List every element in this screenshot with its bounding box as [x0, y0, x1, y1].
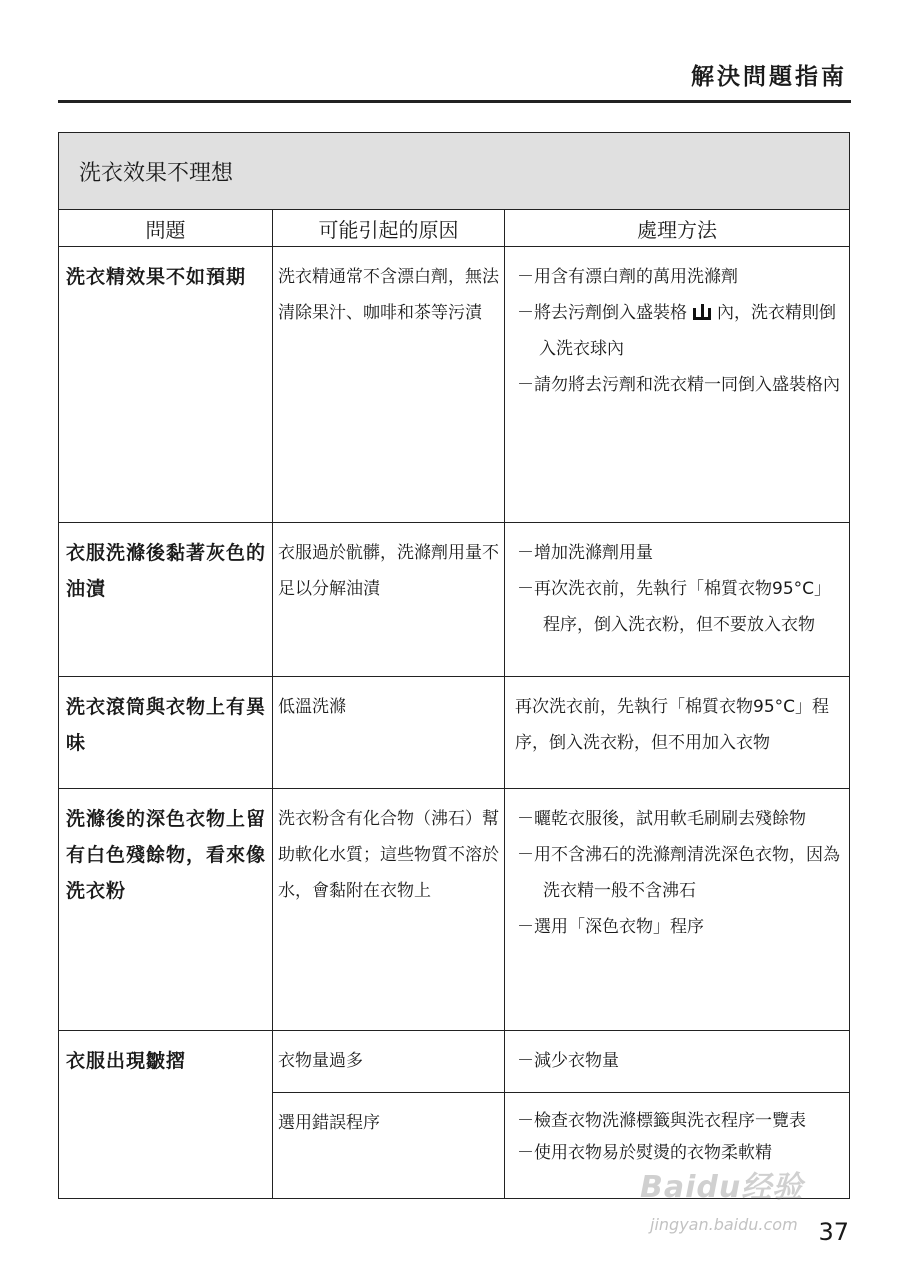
troubleshooting-table — [58, 132, 850, 1199]
problem-cell: 衣服出現皺摺 — [59, 1031, 273, 1199]
cause-cell: 低溫洗滌 — [273, 677, 505, 789]
solution-item: －減少衣物量 — [517, 1051, 619, 1071]
solution-item: －檢查衣物洗滌標籤與洗衣程序一覽表 — [517, 1111, 806, 1131]
watermark-logo: Baidu经验 — [640, 1170, 804, 1205]
cause-cell: 洗衣粉含有化合物（沸石）幫助軟化水質；這些物質不溶於水，會黏附在衣物上 — [273, 789, 505, 1031]
solution-item: －使用衣物易於熨燙的衣物柔軟精 — [517, 1143, 772, 1163]
solution-item: －增加洗滌劑用量 — [517, 543, 653, 563]
problem-cell: 衣服洗滌後黏著灰色的油漬 — [59, 523, 273, 677]
table-row — [59, 523, 850, 677]
solution-text: 內，洗衣精則倒入洗衣球內 — [539, 303, 836, 359]
table-row — [59, 1031, 850, 1093]
solution-cell: 再次洗衣前，先執行「棉質衣物95°C」程序，倒入洗衣粉，但不用加入衣物 — [505, 677, 850, 789]
table-row — [59, 677, 850, 789]
column-header-cause: 可能引起的原因 — [273, 210, 505, 247]
problem-cell: 洗滌後的深色衣物上留有白色殘餘物，看來像洗衣粉 — [59, 789, 273, 1031]
detergent-compartment-icon — [691, 304, 713, 320]
cause-cell: 選用錯誤程序 — [273, 1093, 505, 1199]
section-title: 洗衣效果不理想 — [59, 133, 850, 210]
solution-item: －請勿將去污劑和洗衣精一同倒入盛裝格內 — [517, 375, 840, 395]
column-header-problem: 問題 — [59, 210, 273, 247]
solution-item: －曬乾衣服後，試用軟毛刷刷去殘餘物 — [517, 809, 806, 829]
solution-item: －用含有漂白劑的萬用洗滌劑 — [517, 267, 738, 287]
header-divider — [58, 100, 851, 103]
cause-cell: 衣物量過多 — [273, 1031, 505, 1093]
solution-cell — [505, 1031, 850, 1093]
solution-item: －再次洗衣前，先執行「棉質衣物95°C」程序，倒入洗衣粉，但不要放入衣物 — [517, 579, 832, 635]
cause-cell: 洗衣精通常不含漂白劑，無法清除果汁、咖啡和茶等污漬 — [273, 247, 505, 523]
solution-item — [515, 295, 843, 367]
column-header-solution: 處理方法 — [505, 210, 850, 247]
solution-item: －用不含沸石的洗滌劑清洗深色衣物，因為洗衣精一般不含沸石 — [517, 845, 840, 901]
table-row — [59, 789, 850, 1031]
solution-item: －選用「深色衣物」程序 — [517, 917, 704, 937]
solution-text: －將去污劑倒入盛裝格 — [517, 303, 687, 323]
problem-cell: 洗衣滾筒與衣物上有異味 — [59, 677, 273, 789]
page-header-title: 解決問題指南 — [691, 64, 847, 90]
solution-cell — [505, 523, 850, 677]
solution-cell — [505, 247, 850, 523]
solution-cell — [505, 789, 850, 1031]
cause-cell: 衣服過於骯髒，洗滌劑用量不足以分解油漬 — [273, 523, 505, 677]
table-row — [59, 247, 850, 523]
page-number: 37 — [818, 1218, 849, 1246]
problem-cell: 洗衣精效果不如預期 — [59, 247, 273, 523]
watermark-url: jingyan.baidu.com — [650, 1215, 798, 1234]
